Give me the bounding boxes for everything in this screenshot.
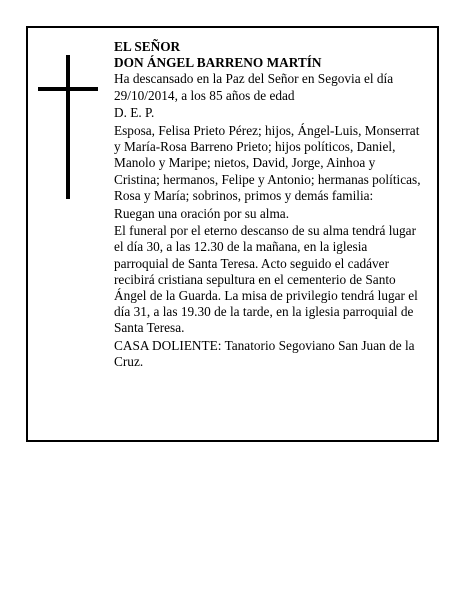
obituary-title-line-2: DON ÁNGEL BARRENO MARTÍN [114,55,322,71]
cross-icon [38,55,98,199]
cross-vertical-bar [66,55,70,199]
obituary-text [114,39,424,372]
mourning-house: CASA DOLIENTE: Tanatorio Segoviano San Juan de la Cruz. [114,338,415,370]
obituary-title-line-1: EL SEÑOR [114,39,181,54]
death-statement: Ha descansado en la Paz del Señor en Segovia el día 29/10/2014, a los 85 años de edad [114,71,394,103]
funeral-details: El funeral por el eterno descanso de su alma tendrá lugar el día 30, a las 12.30 de la mañana, en la iglesia parroquial de Santa Teresa. Acto seguido el cadáver recibirá cristiana sepultura en el cementerio de Santo Ángel de la Guarda. La misa de privilegio tendrá lugar el día 31, a las 19.30 de la tarde, en la iglesia parroquial de Santa Teresa. [114,223,418,336]
prayer-request: Ruegan una oración por su alma. [114,205,290,221]
family-list: Esposa, Felisa Prieto Pérez; hijos, Ángel-Luis, Monserrat y María-Rosa Barreno Prieto; hijos políticos, Daniel, Manolo y Maripe; nietos, David, Jorge, Ainhoa y Cristina; hermanos, Felipe y Antonio; hermanas políticas, Rosa y María; sobrinos, primos y demás familia: [114,123,421,203]
obituary-notice [26,26,439,442]
dep-abbreviation: D. E. P. [114,105,155,121]
cross-horizontal-bar [38,87,98,91]
